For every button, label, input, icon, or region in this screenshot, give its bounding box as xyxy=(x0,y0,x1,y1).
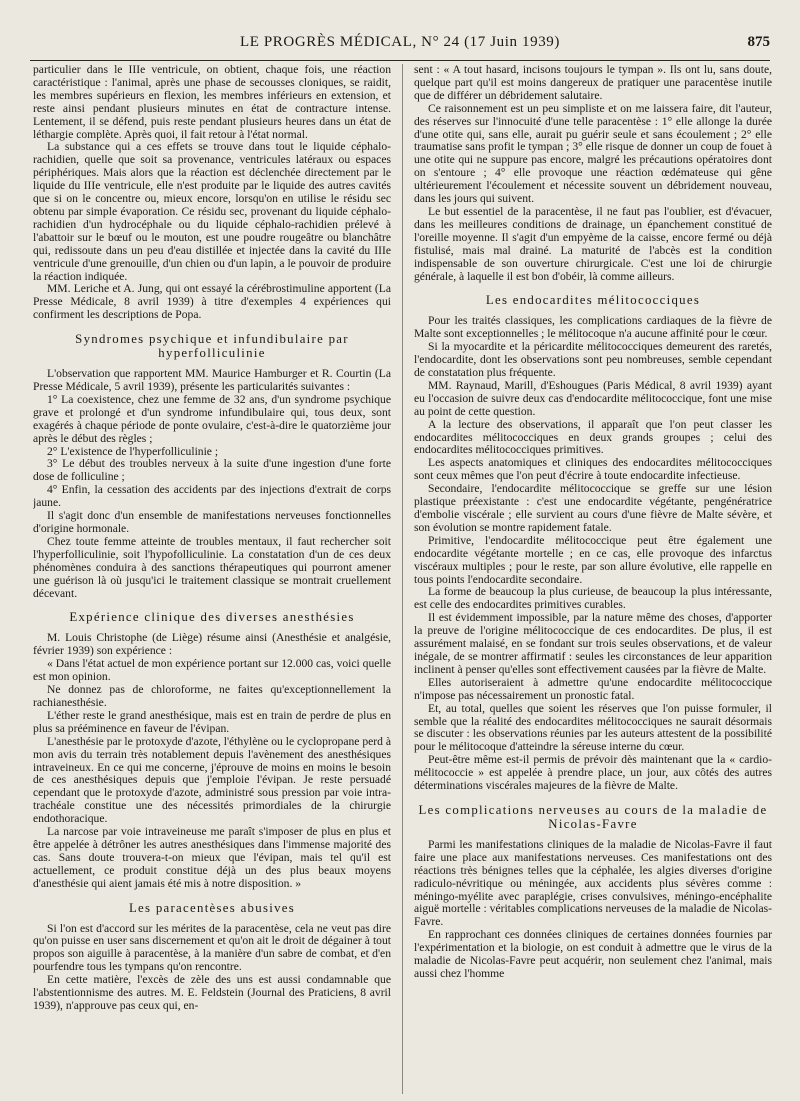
paragraph: A la lecture des observations, il apparaît que l'on peut classer les endocardites mélitococciques en deux grands groupes ; celui des endocardites mélitococciques primitives. xyxy=(414,417,772,457)
paragraph: Si la myocardite et la péricardite mélitococciques demeurent des raretés, l'endocardite, dont les observations sont peu nombreuses, semble cependant de constatation plus fréquente. xyxy=(414,340,772,380)
paragraph: 3° Le début des troubles nerveux à la suite d'une ingestion d'une forte dose de folliculine ; xyxy=(33,457,391,484)
paragraph: « Dans l'état actuel de mon expérience portant sur 12.000 cas, voici quelle est mon opinion. xyxy=(33,657,391,684)
header-rule xyxy=(30,60,770,61)
section-heading-endocardites: Les endocardites mélitococciques xyxy=(485,293,701,308)
section-heading-syndromes: Syndromes psychique et infundibulaire par hyperfolliculinie xyxy=(75,332,349,361)
paragraph: En rapprochant ces données cliniques de certaines données fournies par l'expérimentation et la biologie, on est conduit à admettre que le virus de la maladie de Nicolas-Favre peut acquérir, non seulement chez l'animal, mais aussi chez l'homme xyxy=(414,928,772,980)
section-heading-nicolas-favre: Les complications nerveuses au cours de la maladie de Nicolas-Favre xyxy=(418,802,768,831)
running-title: LE PROGRÈS MÉDICAL, N° 24 (17 Juin 1939) xyxy=(239,34,560,50)
paragraph: Il est évidemment impossible, par la nature même des choses, d'apporter la preuve de l'origine mélitococcique de ces endocardites. De plus, il est assurément malaisé, en se fondant sur trois seules observations, et de valeur inégale, de se montrer affirmatif : seules les circonstances de leur apparition inclinent à penser qu'elles sont effectivement causées par la fièvre de Malte. xyxy=(414,611,772,676)
paragraph: L'observation que rapportent MM. Maurice Hamburger et R. Courtin (La Presse Médicale, 5 avril 1939), présente les particularités suivantes : xyxy=(33,367,391,394)
paragraph: Si l'on est d'accord sur les mérites de la paracentèse, cela ne veut pas dire qu'on puisse en user sans discernement et qu'on ait le droit de dégainer à tout propos son aiguille à paracentèse, à la manière d'un sabre de combat, et d'en pourfendre tous les tympans qu'on rencontre. xyxy=(33,921,391,974)
paragraph: La narcose par voie intraveineuse me paraît s'imposer de plus en plus et être appelée à détrôner les autres anesthésiques dans l'immense majorité des cas. Sans doute trouvera-t-on mieux que l'évipan, mais tel qu'il est actuellement, ce produit constitue déjà un des plus beaux moyens d'anesthésie qui aient jamais été mis à notre disposition. » xyxy=(33,825,391,890)
paragraph: Il s'agit donc d'un ensemble de manifestations nerveuses fonctionnelles d'origine hormonale. xyxy=(33,509,391,535)
paragraph: La substance qui a ces effets se trouve dans tout le liquide céphalo-rachidien, quelle que soit sa provenance, ventricules latéraux ou espaces périphériques. Mais alors que la réaction est déclenchée directement par le liquide du IIIe ventricule, elle n'est produite par le liquide des autres cavités que si on le concentre ou, mieux encore, lorsqu'on en utilise le résidu sec obtenu par simple évaporation. Ce résidu sec, provenant du liquide céphalo-rachidien d'un hydrocéphale ou du liquide céphalo-rachidien prélevé à l'abattoir sur le bœuf ou le mouton, est une poudre rougeâtre ou blanchâtre qui, redissoute dans un peu d'eau distillée et injectée dans la cavité du IIIe ventricule d'une grenouille, d'un chien ou d'un lapin, a le pouvoir de produire la réaction indiquée. xyxy=(33,140,391,283)
paragraph: L'éther reste le grand anesthésique, mais est en train de perdre de plus en plus sa prééminence en faveur de l'évipan. xyxy=(33,708,391,735)
paragraph: Chez toute femme atteinte de troubles mentaux, il faut rechercher soit l'hyperfolliculinie, soit l'hypofolliculinie. La constatation d'un de ces deux phénomènes conduira à des sanctions thérapeutiques qui pourront amener une guérison là où jusqu'ici le traitement classique se montrait cruellement décevant. xyxy=(33,534,391,600)
paragraph: M. Louis Christophe (de Liège) résume ainsi (Anesthésie et analgésie, février 1939) son expérience : xyxy=(33,631,391,658)
page-header xyxy=(30,34,770,56)
section-heading-paracenteses: Les paracentèses abusives xyxy=(128,900,296,915)
paragraph: sent : « A tout hasard, incisons toujours le tympan ». Ils ont lu, sans doute, quelque part qu'il est moins dangereux de pratiquer une paracentèse inutile que de différer un débridement salutaire. xyxy=(414,64,772,102)
paragraph: Elles autoriseraient à admettre qu'une endocardite mélitococcique n'impose pas nécessairement un pronostic fatal. xyxy=(414,675,772,702)
paragraph: L'anesthésie par le protoxyde d'azote, l'éthylène ou le cyclopropane perd à mon avis du terrain très notablement depuis l'avènement des anesthésiques intraveineux. En ce qui me concerne, j'éprouve de moins en moins le besoin de ces anesthésiques depuis que j'emploie l'évipan. Je reste persuadé cependant que le protoxyde d'azote, administré sous pression par voie intra-trachéale constitue une des nécessités primordiales de la chirurgie endothoracique. xyxy=(33,734,391,826)
paragraph: 4° Enfin, la cessation des accidents par des injections d'extrait de corps jaune. xyxy=(33,483,391,510)
right-column xyxy=(414,64,772,1094)
column-divider xyxy=(402,64,403,1094)
paragraph: particulier dans le IIIe ventricule, on obtient, chaque fois, une réaction caractéristique : l'animal, après une phase de secousses cloniques, se raidit, les membres supérieurs en flexion, les membres inférieurs en extension, et reste ainsi pendant plusieurs minutes en état de contracture intense. Lentement, il se défend, puis reste pendant plusieurs heures dans un état de léthargie complète. Après quoi, il fait retour à l'état normal. xyxy=(33,64,391,141)
paragraph: Et, au total, quelles que soient les réserves que l'on puisse formuler, il semble que la réalité des endocardites mélitococciques ne saurait désormais se discuter : les observations réunies par les auteurs attestent de la possibilité pour le mélitocoque d'atteindre la séreuse interne du cœur. xyxy=(414,701,772,754)
paragraph: Parmi les manifestations cliniques de la maladie de Nicolas-Favre il faut faire une place aux manifestations nerveuses. Ces manifestations ont des réactions très bénignes telles que la céphalée, les algies diverses d'origine radiculo-névritique ou méningée, aux accidents plus sévères comme : méningo-myélite avec paraplégie, crises convulsives, méningo-encéphalite aiguë mortelle : véritables complications nerveuses de la maladie de Nicolas-Favre. xyxy=(414,837,772,929)
paragraph: 1° La coexistence, chez une femme de 32 ans, d'un syndrome psychique grave et prolongé et d'un syndrome infundibulaire qui, tous deux, sont exagérés à chaque période de ponte ovulaire, c'est-à-dire le quatorzième jour après le début des règles ; xyxy=(33,392,391,445)
paragraph: MM. Raynaud, Marill, d'Eshougues (Paris Médical, 8 avril 1939) ayant eu l'occasion de suivre deux cas d'endocardite mélitococcique, font une mise au point de cette question. xyxy=(414,378,772,418)
paragraph: Peut-être même est-il permis de prévoir dès maintenant que la « cardio-mélitococcie » est appelée à prendre place, un jour, aux côtés des autres déterminations viscérales majeures de la fièvre de Malte. xyxy=(414,753,772,793)
paragraph: MM. Leriche et A. Jung, qui ont essayé la cérébrostimuline apportent (La Presse Médicale, 8 avril 1939) à titre d'exemples 4 expériences qui confirment les descriptions de Popa. xyxy=(33,282,391,322)
paragraph: Le but essentiel de la paracentèse, il ne faut pas l'oublier, est d'évacuer, dans les meilleures conditions de drainage, un épanchement constitué de l'oreille moyenne. Il s'agit d'un empyème de la caisse, encore fermé ou déjà fistulisé, mais mal drainé. La maturité de l'abcès est la condition indispensable de son ouverture chirurgicale. C'est une loi de chirurgie générale, à laquelle il est bon d'obéir, là comme ailleurs. xyxy=(414,204,772,283)
section-heading-anesthesies: Expérience clinique des diverses anesthésies xyxy=(69,610,355,625)
page-number: 875 xyxy=(747,34,770,50)
paragraph: Primitive, l'endocardite mélitococcique peut être également une endocardite végétante mortelle ; en ce cas, elle provoque des infarctus viscéraux multiples ; pour le reste, par son allure évolutive, elle rappelle en tous points l'endocardite secondaire. xyxy=(414,533,772,586)
paragraph: En cette matière, l'excès de zèle des uns est aussi condamnable que l'abstentionnisme des autres. M. E. Feldstein (Journal des Praticiens, 8 avril 1939), n'approuve pas ceux qui, en- xyxy=(33,973,391,1012)
paragraph: Ne donnez pas de chloroforme, ne faites qu'exceptionnellement la rachianesthésie. xyxy=(33,683,391,709)
paragraph: Secondaire, l'endocardite mélitococcique se greffe sur une lésion plastique préexistante : c'est une endocardite végétante, pengénératrice d'embolie viscérale ; elle survient au cours d'une fièvre de Malte sévère, et son évolution se montre rapidement fatale. xyxy=(414,482,772,534)
paragraph: Ce raisonnement est un peu simpliste et on me laissera faire, dit l'auteur, des réserves sur l'innocuité d'une telle paracentèse : 1° elle allonge la durée d'une otite qui, sans elle, aurait pu guérir seule et sans écoulement ; 2° elle traumatise sans profit le tympan ; 3° elle risque de donner un coup de fouet à une otite qui ne suppure pas encore, malgré les précautions opératoires dont on s'entoure ; 4° elle provoque une réaction œdémateuse qui gêne ultérieurement l'écoulement et nécessite souvent un débridement nouveau, dans les jours qui suivent. xyxy=(414,101,772,206)
paragraph: Pour les traités classiques, les complications cardiaques de la fièvre de Malte sont exceptionnelles ; le mélitocoque n'a aucune affinité pour le cœur. xyxy=(414,314,772,341)
paragraph: 2° L'existence de l'hyperfolliculinie ; xyxy=(47,444,219,458)
left-column xyxy=(33,64,391,1094)
paragraph: Les aspects anatomiques et cliniques des endocardites mélitococciques sont ceux mêmes que l'on peut d'écrire à toute endocardite infectieuse. xyxy=(414,456,772,483)
paragraph: La forme de beaucoup la plus curieuse, de beaucoup la plus intéressante, est celle des endocardites primitives curables. xyxy=(414,585,772,612)
